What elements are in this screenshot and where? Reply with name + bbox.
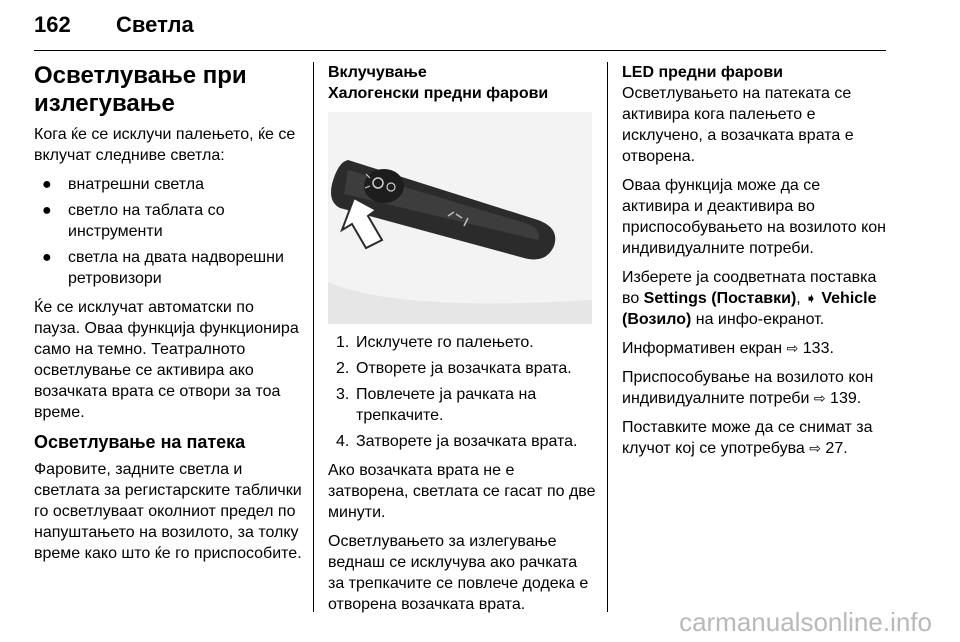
lights-list [34,174,302,289]
column-1 [34,62,302,572]
column-3 [622,62,890,467]
subsection-title: Осветлување на патека [34,432,246,452]
heading-led: LED предни фарови [622,64,783,81]
body-paragraph: Ќе се исклучат автоматски по пауза. Оваа функција функционира само на темно. Театралното осветлување се активира ако возачката врата се отвори за тоа време. [34,299,299,421]
chapter-title: Светла [116,12,194,37]
page-reference-icon: ⇨ [786,340,799,356]
list-item: 3. Повлечете ја рачката на трепкачите. [336,386,537,424]
list-item: ● светло на таблата со инструменти [42,202,225,240]
list-item: 2. Отворете ја возачката врата. [336,360,572,377]
section-title: Осветлување при излегување [34,62,247,117]
body-paragraph: Осветлувањето за излегување веднаш се исклучува ако рачката за трепкачите се повлече додека е отворена возачката врата. [328,533,589,613]
bullet-icon: ● [42,202,52,219]
header-divider [34,50,886,51]
heading-activation: Вклучување [328,64,427,81]
page-reference-icon: ⇨ [809,440,821,456]
vehicle-menu-label: Vehicle (Возило) [622,290,877,328]
column-divider-1 [313,62,314,612]
menu-arrow-icon: ➧ [805,290,817,306]
list-item: 1. Исклучете го палењето. [336,334,534,351]
turn-signal-lever-illustration [328,112,592,324]
column-2 [328,62,596,623]
steps-list [328,332,596,452]
page-reference-icon: ⇨ [813,390,826,406]
body-paragraph: Фаровите, задните светла и светлата за регистарските таблички го осветлуваат околниот предел по напуштањето на возилото, за толку време како што ќе го приспособите. [34,461,302,562]
settings-paragraph: Изберете ја соодветната поставка во Settings (Поставки), ➧ Vehicle (Возило) на инфо-екранот. [622,269,877,328]
heading-halogen: Халогенски предни фарови [328,85,549,102]
settings-menu-label: Settings (Поставки) [643,290,797,307]
list-item: ● внатрешни светла [42,176,204,193]
reference-info-display: Информативен екран ⇨ 133. [622,340,834,357]
page-header [34,12,886,48]
page-number: 162 [34,12,71,37]
column-divider-2 [607,62,608,612]
list-item: 4. Затворете ја возачката врата. [336,433,578,450]
body-paragraph: Оваа функција може да се активира и деактивира во приспособувањето на возилото кон индивидуалните потреби. [622,177,886,257]
reference-key-settings: Поставките може да се снимат за клучот кој се употребува ⇨ 27. [622,419,873,457]
page-reference-link[interactable]: 139. [830,390,862,407]
lever-drawing [328,112,592,324]
bullet-icon: ● [42,176,52,193]
intro-paragraph: Кога ќе се исклучи палењето, ќе се вклучат следниве светла: [34,126,296,164]
reference-customization: Приспособување на возилото кон индивидуалните потреби ⇨ 139. [622,369,874,407]
list-item: ● светла на двата надворешни ретровизори [42,249,284,287]
body-paragraph: Ако возачката врата не е затворена, светлата се гасат по две минути. [328,462,596,521]
body-paragraph: Осветлувањето на патеката се активира кога палењето е исклучено, а возачката врата е отворена. [622,85,854,165]
page-reference-link[interactable]: 27. [825,440,848,457]
bullet-icon: ● [42,249,52,266]
page-reference-link[interactable]: 133. [802,340,834,357]
watermark: carmanualsonline.info [679,607,932,637]
